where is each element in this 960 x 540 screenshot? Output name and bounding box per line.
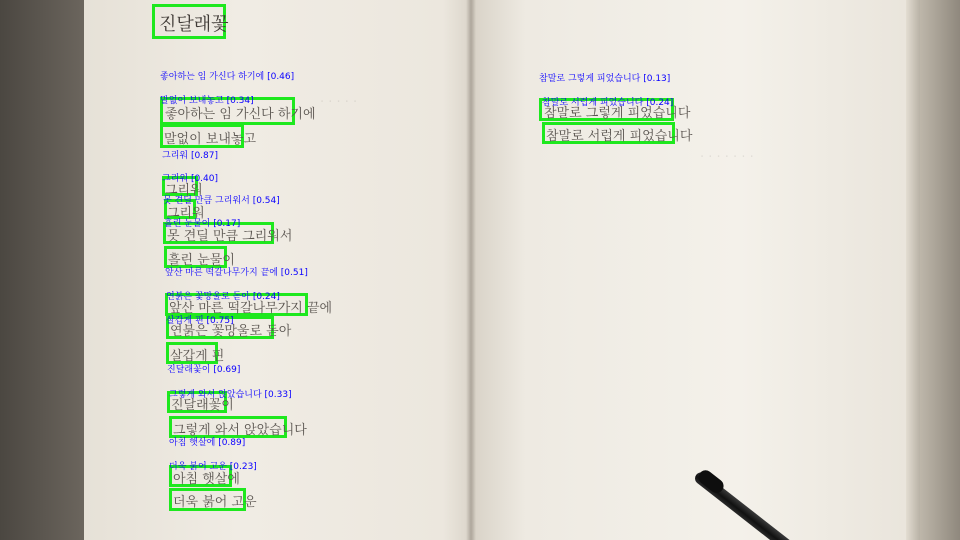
ocr-confidence-label: 그리워 [0.87]	[162, 151, 219, 161]
poem-line: 진달래꽃이	[171, 398, 234, 413]
ocr-confidence-label: 참말로 서럽게 피었습니다 [0.24]	[542, 98, 674, 108]
ocr-confidence-label: 그렇게 와서 앉았습니다 [0.33]	[169, 390, 292, 400]
ocr-confidence-label: 아침 햇살에 [0.89]	[169, 438, 246, 448]
ocr-confidence-label: 흘린 눈물이 [0.17]	[164, 219, 241, 229]
poem-line: 참말로 서럽게 피었습니다	[546, 129, 693, 144]
ocr-confidence-label: 연붉은 꽃망울로 돋아 [0.24]	[166, 292, 280, 302]
poem-line: 연붉은 꽃망울로 돋아	[170, 324, 292, 339]
ocr-confidence-label: 참말로 그렇게 피었습니다 [0.13]	[539, 74, 671, 84]
ocr-confidence-label: 더욱 붉어 고운 [0.23]	[169, 462, 257, 472]
poem-line: 흘린 눈물이	[168, 253, 235, 268]
ocr-confidence-label: 앞산 마른 떡갈나무가지 끝에 [0.51]	[165, 268, 308, 278]
poem-line: 아침 햇살에	[173, 472, 240, 487]
poem-line: 그리워	[167, 206, 205, 221]
poem-line: 말없이 보내놓고	[164, 132, 257, 147]
book-title: 진달래꽃	[159, 14, 229, 35]
ocr-confidence-label: 살갑게 핀 [0.75]	[166, 316, 234, 326]
poem-line: 살갑게 핀	[170, 349, 225, 364]
ocr-confidence-label: 좋아하는 임 가신다 하기에 [0.46]	[160, 72, 295, 82]
poem-line: 그렇게 와서 앉았습니다	[173, 423, 307, 438]
ocr-confidence-label: 못 견딜 만큼 그리워서 [0.54]	[163, 196, 280, 206]
ocr-confidence-label: 진달래꽃이 [0.69]	[167, 365, 241, 375]
poem-line: 그리워	[165, 183, 203, 198]
ocr-confidence-label: 그리워 [0.40]	[162, 174, 219, 184]
bleed-through-text: · · · · ·	[320, 95, 358, 110]
poem-line: 좋아하는 임 가신다 하기에	[165, 107, 316, 122]
bleed-through-text: · · · · · · ·	[700, 150, 754, 165]
poem-line: 못 견딜 만큼 그리워서	[167, 229, 293, 244]
poem-line: 참말로 그렇게 피었습니다	[544, 106, 691, 121]
ocr-confidence-label: 말없이 보내놓고 [0.34]	[160, 96, 254, 106]
book-gutter	[466, 0, 476, 540]
poem-line: 앞산 마른 떡갈나무가지 끝에	[169, 301, 333, 316]
page-edge-stack	[906, 0, 920, 540]
poem-line: 더욱 붉어 고운	[173, 495, 257, 510]
table-background-left	[0, 0, 86, 540]
